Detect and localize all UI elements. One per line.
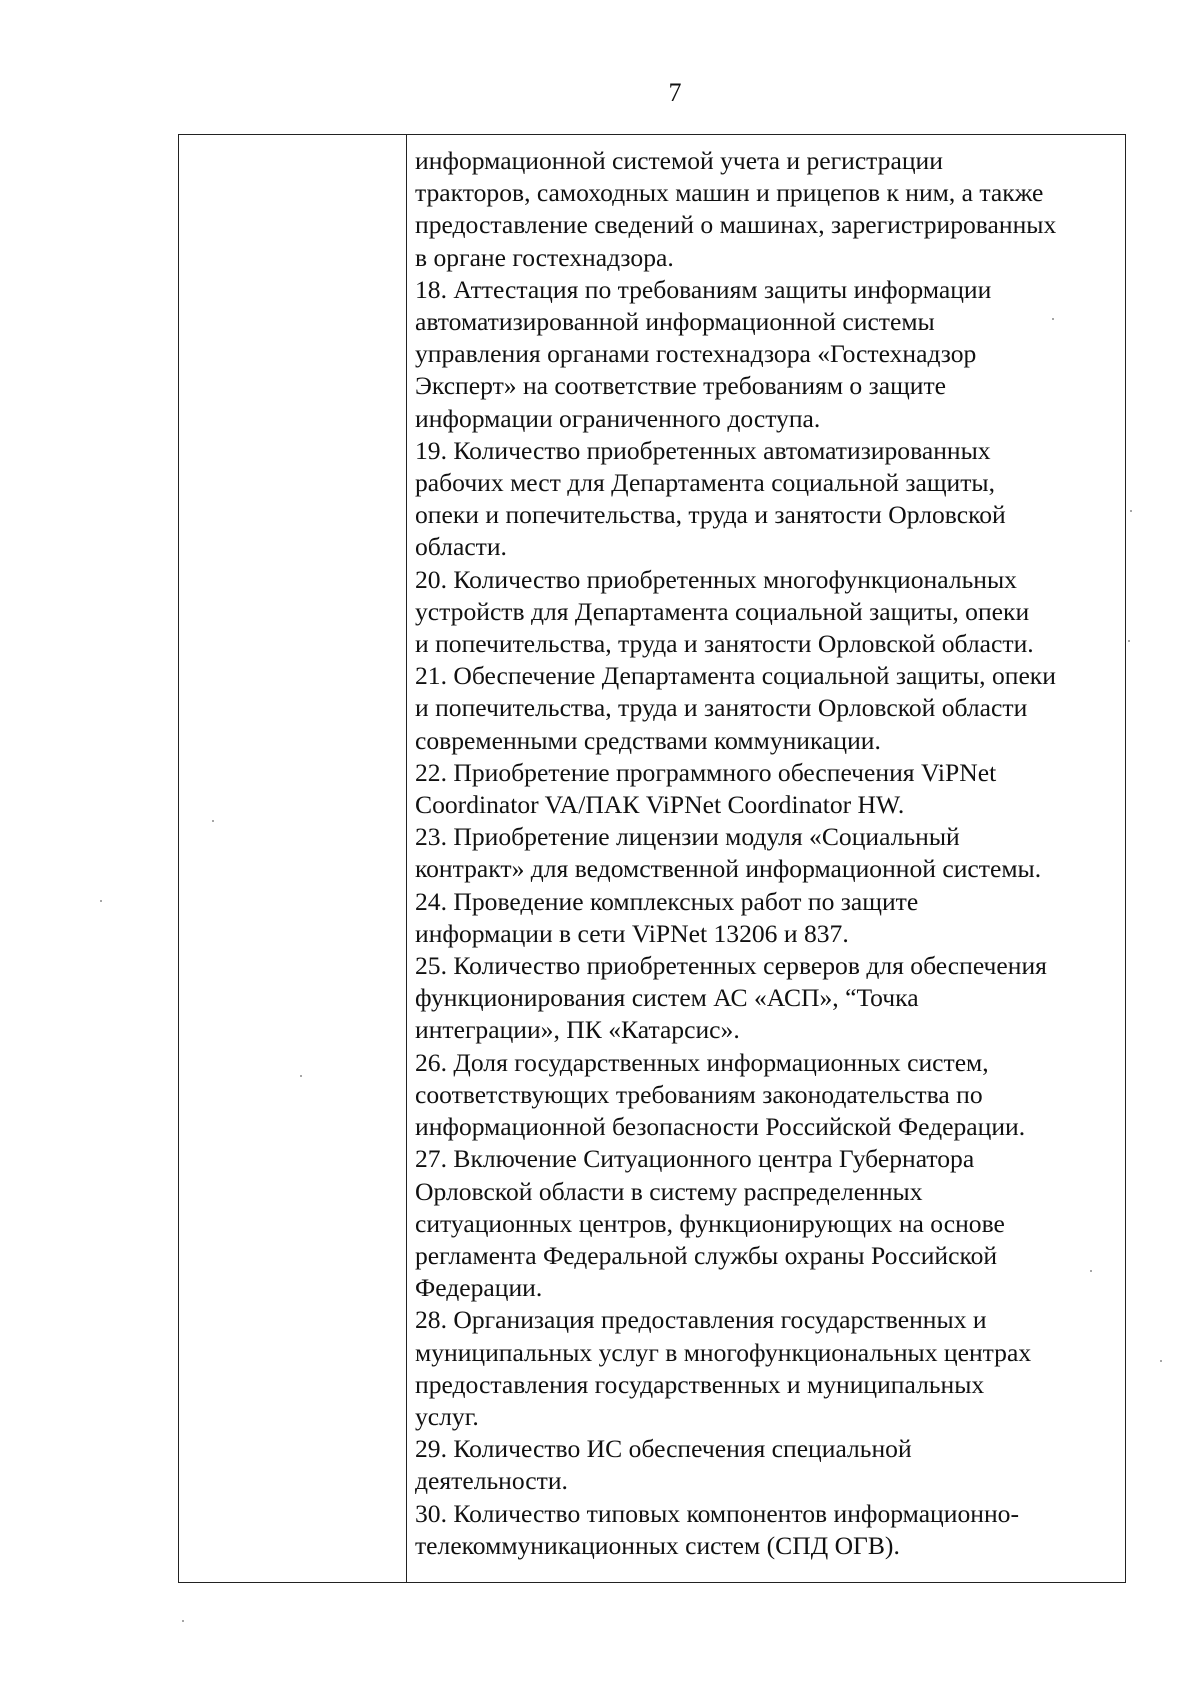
scan-speck	[100, 900, 102, 902]
entry-line: телекоммуникационных систем (СПД ОГВ).	[415, 1530, 900, 1560]
entry-line: опеки и попечительства, труда и занятости Орловской	[415, 500, 1006, 530]
entry-line: информационной системой учета и регистрации	[415, 146, 943, 175]
entry-line: интеграции», ПК «Катарсис».	[415, 1015, 740, 1045]
scan-speck	[1130, 510, 1132, 512]
entry-line: современными средствами коммуникации.	[415, 725, 881, 755]
table-entry	[415, 660, 1121, 757]
table-entry	[415, 1433, 1121, 1497]
table-entry	[415, 821, 1121, 885]
entry-line: и попечительства, труда и занятости Орловской области.	[415, 629, 1034, 659]
entry-line: тракторов, самоходных машин и прицепов к ним, а также	[415, 178, 1044, 208]
entry-line: 24. Проведение комплексных работ по защите	[415, 886, 919, 916]
entry-line: устройств для Департамента социальной защиты, опеки	[415, 596, 1030, 626]
table-entry	[415, 757, 1121, 821]
entry-line: деятельности.	[415, 1466, 568, 1496]
entry-line: автоматизированной информационной системы	[415, 307, 935, 337]
entry-line: услуг.	[415, 1401, 479, 1431]
entry-line: предоставления государственных и муниципальных	[415, 1369, 985, 1399]
table-entry	[415, 1304, 1121, 1433]
scan-speck	[1052, 318, 1054, 320]
scan-speck	[1090, 1270, 1092, 1272]
entry-line: муниципальных услуг в многофункциональных центрах	[415, 1337, 1032, 1367]
continuation-table	[178, 134, 1126, 1583]
entry-line: регламента Федеральной службы охраны Российской	[415, 1240, 998, 1270]
table-entry	[415, 886, 1121, 950]
scan-speck	[182, 1620, 184, 1622]
table-left-cell	[179, 135, 407, 1582]
entry-line: Coordinator VA/ПАК ViPNet Coordinator HW.	[415, 790, 905, 820]
entry-line: 29. Количество ИС обеспечения специальной	[415, 1434, 912, 1464]
entry-line: управления органами гостехнадзора «Гостехнадзор	[415, 339, 977, 369]
entry-line: и попечительства, труда и занятости Орловской области	[415, 693, 1028, 723]
table-entry	[415, 274, 1121, 435]
entry-line: 18. Аттестация по требованиям защиты информации	[415, 274, 992, 304]
table-entry	[415, 1498, 1121, 1562]
entry-line: 30. Количество типовых компонентов информационно-	[415, 1498, 1019, 1528]
entry-line: Эксперт» на соответствие требованиям о защите	[415, 371, 947, 401]
entry-line: информационной безопасности Российской Федерации.	[415, 1112, 1026, 1142]
page-number: 7	[668, 78, 682, 107]
entry-line: 20. Количество приобретенных многофункциональных	[415, 564, 1017, 594]
entry-line: 22. Приобретение программного обеспечения ViPNet	[415, 757, 997, 787]
entry-line: информации ограниченного доступа.	[415, 403, 821, 433]
entry-line: 23. Приобретение лицензии модуля «Социальный	[415, 822, 960, 852]
scan-speck	[212, 820, 214, 822]
entry-line: 21. Обеспечение Департамента социальной защиты, опеки	[415, 661, 1056, 691]
entry-line: 25. Количество приобретенных серверов для обеспечения	[415, 951, 1047, 981]
table-right-cell	[415, 145, 1121, 1575]
table-entry	[415, 145, 1121, 274]
entry-line: ситуационных центров, функционирующих на основе	[415, 1208, 1005, 1238]
entry-line: Федерации.	[415, 1273, 543, 1303]
table-entry	[415, 1047, 1121, 1144]
entry-line: предоставление сведений о машинах, зарегистрированных	[415, 210, 1057, 240]
entry-line: информации в сети ViPNet 13206 и 837.	[415, 918, 849, 948]
entry-line: области.	[415, 532, 507, 562]
table-entry	[415, 435, 1121, 564]
entry-line: 26. Доля государственных информационных систем,	[415, 1047, 989, 1077]
scan-speck	[1160, 1360, 1162, 1362]
entry-line: соответствующих требованиям законодательства по	[415, 1079, 983, 1109]
table-entry	[415, 950, 1121, 1047]
entry-line: в органе гостехнадзора.	[415, 242, 674, 272]
scan-speck	[300, 1075, 302, 1077]
table-entry	[415, 1143, 1121, 1304]
entry-line: Орловской области в систему распределенных	[415, 1176, 923, 1206]
scan-speck	[1128, 640, 1130, 642]
entry-line: 28. Организация предоставления государственных и	[415, 1305, 987, 1335]
entry-line: контракт» для ведомственной информационной системы.	[415, 854, 1042, 884]
table-entry	[415, 564, 1121, 661]
entry-line: 19. Количество приобретенных автоматизированных	[415, 435, 991, 465]
entry-line: рабочих мест для Департамента социальной защиты,	[415, 468, 996, 498]
entry-line: функционирования систем АС «АСП», “Точка	[415, 983, 919, 1013]
entry-line: 27. Включение Ситуационного центра Губернатора	[415, 1144, 975, 1174]
